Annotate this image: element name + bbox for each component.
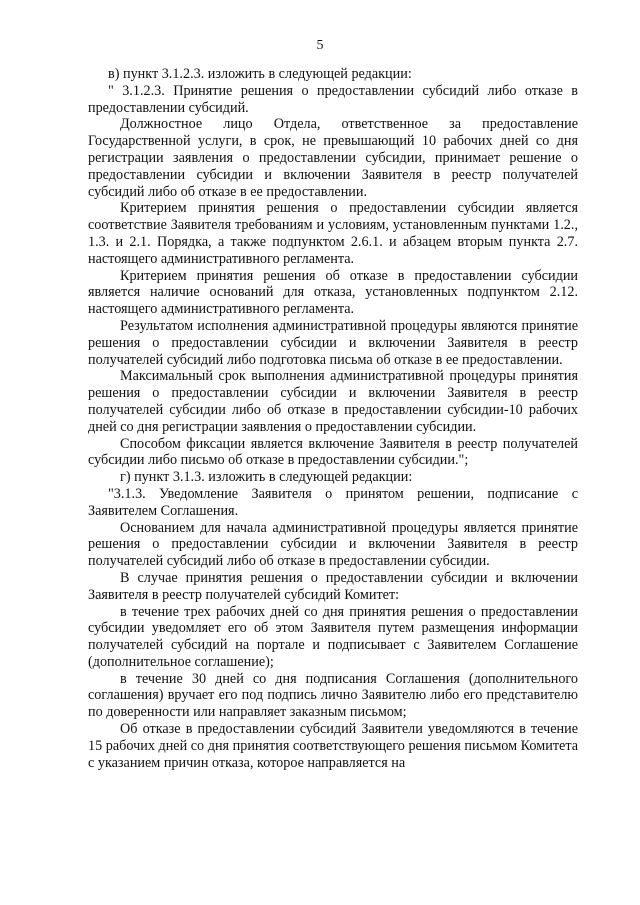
paragraph-thirty-days: в течение 30 дней со дня подписания Соглашения (дополнительного соглашения) вручает его под подпись лично Заявителю либо его представителю по доверенности или направляет заказным письмом; bbox=[88, 670, 578, 721]
paragraph-criterion-grant: Критерием принятия решения о предоставлении субсидии является соответствие Заявителя требованиям и условиям, установленным пунктами 1.2., 1.3. и 2.1. Порядка, а также подпунктом 2.6.1. и абзацем вторым пункта 2.7. настоящего административного регламента. bbox=[88, 200, 578, 267]
paragraph-3-1-2-3-heading: " 3.1.2.3. Принятие решения о предоставлении субсидий либо отказе в предоставлении субсидий. bbox=[88, 82, 578, 116]
paragraph-case-grant: В случае принятия решения о предоставлении субсидии и включении Заявителя в реестр получателей субсидий Комитет: bbox=[88, 569, 578, 603]
paragraph-result: Результатом исполнения административной процедуры являются принятие решения о предоставлении субсидии и включении Заявителя в реестр получателей субсидий либо подготовка письма об отказе в ее предоставлении. bbox=[88, 317, 578, 368]
paragraph-refusal-notice: Об отказе в предоставлении субсидий Заявители уведомляются в течение 15 рабочих дней со дня принятия соответствующего решения письмом Комитета с указанием причин отказа, которое направляется на bbox=[88, 721, 578, 771]
page-number: 5 bbox=[316, 38, 324, 53]
paragraph-item-v: в) пункт 3.1.2.3. изложить в следующей редакции: bbox=[108, 66, 412, 82]
paragraph-max-term: Максимальный срок выполнения административной процедуры принятия решения о предоставлении субсидии и включении Заявителя в реестр получателей субсидии либо об отказе в предоставлении субсидии-10 рабочих дней со дня регистрации заявления о предоставлении субсидии. bbox=[88, 368, 578, 435]
document-body bbox=[88, 66, 578, 771]
paragraph-item-g: г) пункт 3.1.3. изложить в следующей редакции: bbox=[120, 469, 413, 486]
paragraph-fixation: Способом фиксации является включение Заявителя в реестр получателей субсидии либо письмо об отказе в предоставлении субсидии."; bbox=[88, 435, 578, 469]
paragraph-official-decision: Должностное лицо Отдела, ответственное за предоставление Государственной услуги, в срок, не превышающий 10 рабочих дней со дня регистрации заявления о предоставлении субсидии, принимает решение о предоставлении субсидии и включении Заявителя в реестр получателей субсидий либо об отказе в ее предоставлении. bbox=[88, 116, 578, 200]
paragraph-three-days: в течение трех рабочих дней со дня принятия решения о предоставлении субсидии уведомляет его об этом Заявителя путем размещения информации получателей субсидий на портале и подписывает с Заявителем Соглашение (дополнительное соглашение); bbox=[88, 603, 578, 670]
paragraph-basis: Основанием для начала административной процедуры является принятие решения о предоставлении субсидии и включении Заявителя в реестр получателей субсидий либо об отказе в предоставлении субсидии. bbox=[88, 519, 578, 570]
paragraph-criterion-refusal: Критерием принятия решения об отказе в предоставлении субсидии является наличие оснований для отказа, установленных подпунктом 2.12. настоящего административного регламента. bbox=[88, 267, 578, 318]
paragraph-3-1-3-heading: "3.1.3. Уведомление Заявителя о принятом решении, подписание с Заявителем Соглашения. bbox=[88, 485, 578, 519]
